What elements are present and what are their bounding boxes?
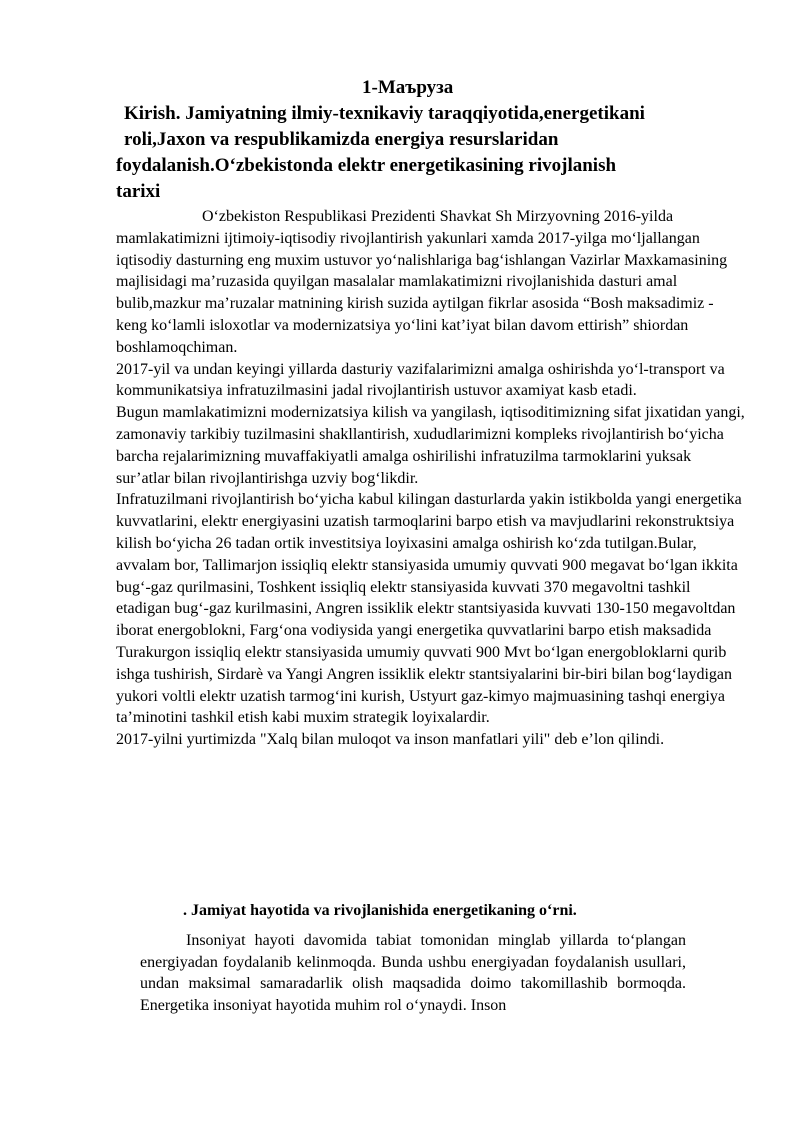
- paragraph-modernization: Bugun mamlakatimizni modernizatsiya kilish va yangilash, iqtisoditimizning sifat jixatidan yangi, zamonaviy tarkibiy tuzilmasini shakllantirish, xududlarimizni kompleks rivojlantirish bo‘yicha barcha rejalarimizning muvaffakiyatli amalga oshirilishi infratuzilma tarmoklarini yuksak sur’atlar bilan rivojlantirishga uzviy bog‘likdir.: [116, 404, 745, 487]
- paragraph-2017-year: 2017-yilni yurtimizda "Xalq bilan muloqot va inson manfatlari yili" deb e’lon qilindi.: [116, 731, 665, 749]
- paragraph-intro: O‘zbekiston Respublikasi Prezidenti Shavkat Sh Mirzyovning 2016-yilda mamlakatimizni ijtimoiy-iqtisodiy rivojlantirish yakunlari xamda 2017-yilga mo‘ljallangan iqtisodiy dasturning eng muxim ustuvor yo‘nalishlariga bag‘ishlangan Vazirlar Maxkamasining majlisidagi ma’ruzasida quyilgan masalalar mamlakatimizni rivojlanishida dasturi amal bulib,mazkur ma’ruzalar matnining kirish suzida aytilgan fikrlar asosida “Bosh maksadimiz - keng ko‘lamli isloxotlar va modernizatsiya yo‘lini kat’iyat bilan davom ettirish” shiordan boshlamoqchiman.: [116, 208, 728, 356]
- lecture-number: 1-Маъруза: [362, 77, 454, 98]
- title-line-2: roli,Jaxon va respublikamizda energiya resurslaridan: [124, 129, 559, 150]
- title-line-3: foydalanish.O‘zbekistonda elektr energetikasining rivojlanish: [116, 155, 617, 176]
- title-line-4: tarixi: [116, 181, 161, 202]
- title-line-1: Kirish. Jamiyatning ilmiy-texnikaviy taraqqiyotida,energetikani: [124, 103, 645, 124]
- paragraph-energy-role: Insoniyat hayoti davomida tabiat tomonidan minglab yillarda to‘plangan energiyadan foydalanib kelinmoqda. Bunda ushbu energiyadan foydalanish usullari, undan maksimal samaradarlik olish maqsadida doimo takomillashib bormoqda. Energetika insoniyat hayotida muhim rol o‘ynaydi. Inson: [140, 932, 686, 1014]
- paragraph-infrastructure: Infratuzilmani rivojlantirish bo‘yicha kabul kilingan dasturlarda yakin istikbolda yangi energetika kuvvatlarini, elektr energiyasini uzatish tarmoqlarini barpo etish va mavjudlarini rekonstruktsiya kilish bo‘yicha 26 tadan ortik investitsiya loyixasini amalga oshirish ko‘zda tutilgan.Bular, avvalam bor, Tallimarjon issiqliq elektr stansiyasida umumiy quvvati 900 megavat bo‘lgan ikkita bug‘-gaz qurilmasini, Toshkent issiqliq elektr stansiyasida kuvvati 370 megavoltni tashkil etadigan bug‘-gaz kurilmasini, Angren issiklik elektr stantsiyasida kuvvati 130-150 megavoltdan iborat energoblokni, Farg‘ona vodiysida yangi energetika quvvatlarini barpo etish maksadida Turakurgon issiqliq elektr stansiyasida umumiy quvvati 900 Mvt bo‘lgan energobloklarni qurib ishga tushirish, Sirdarè va Yangi Angren issiklik elektr stantsiyalarini bir-biri bilan bog‘laydigan yukori voltli elektr uzatish tarmog‘ini kurish, Ustyurt gaz-kimyo majmuasining tashqi energiya ta’minotini tashkil etish kabi muxim strategik loyixalardir.: [116, 491, 742, 727]
- section-heading: . Jamiyat hayotida va rivojlanishida energetikaning o‘rni.: [183, 902, 577, 919]
- paragraph-2017-transport: 2017-yil va undan keyingi yillarda dasturiy vazifalarimizni amalga oshirishda yo‘l-transport va kommunikatsiya infratuzilmasini jadal rivojlantirish ustuvor axamiyat kasb etadi.: [116, 360, 725, 400]
- body-text: [116, 206, 746, 751]
